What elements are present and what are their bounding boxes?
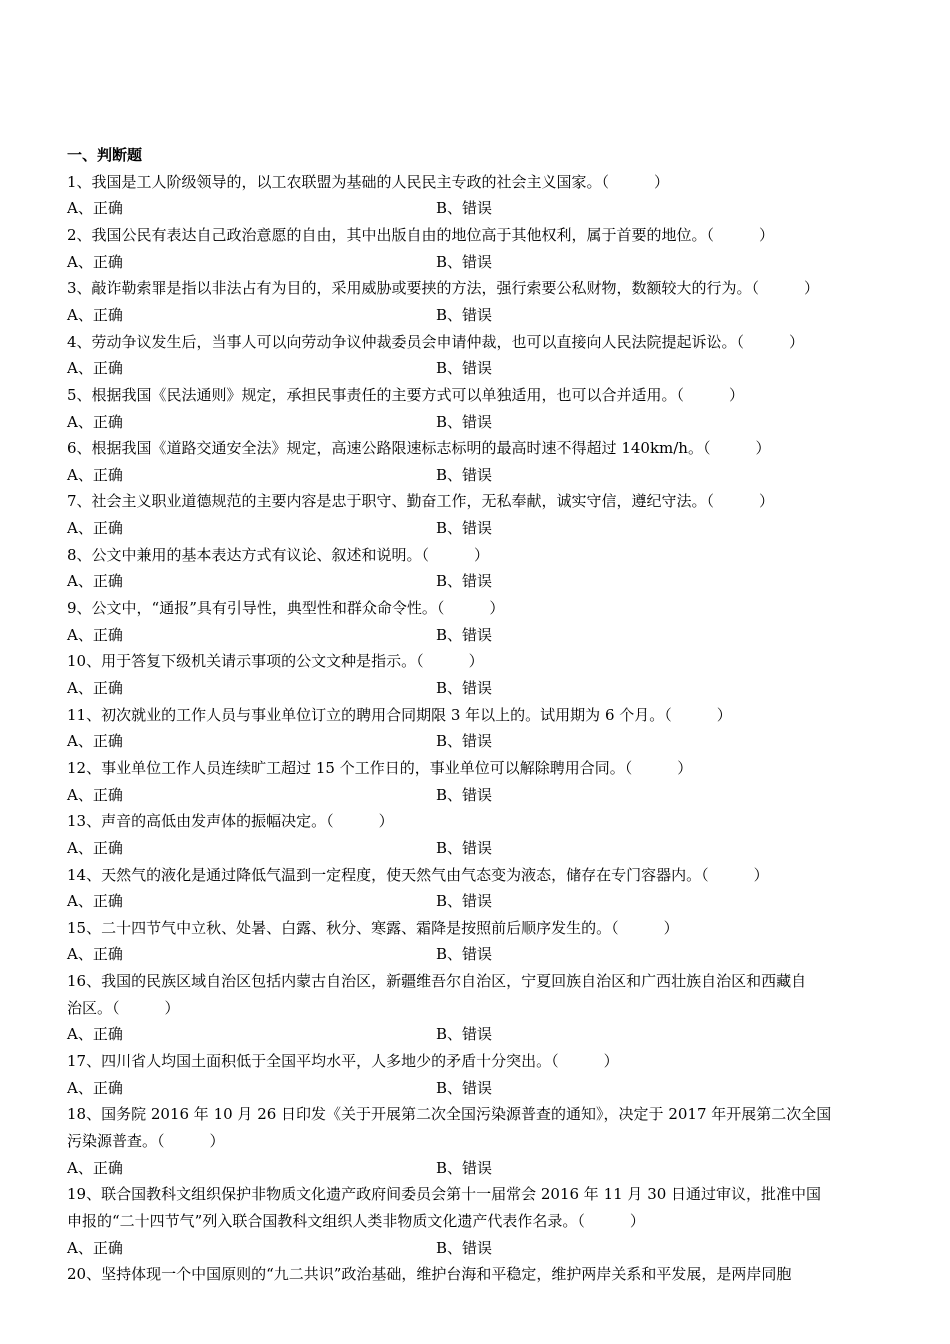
question-text: 14、天然气的液化是通过降低气温到一定程度，使天然气由气态变为液态，储存在专门容器内。（ ） [67, 865, 769, 884]
question-item [67, 808, 887, 861]
question-text: 20、坚持体现一个中国原则的“九二共识”政治基础，维护台海和平稳定，维护两岸关系和平发展，是两岸同胞 [67, 1265, 792, 1284]
answer-options [67, 568, 887, 595]
option-b-wrong[interactable]: B、错误 [436, 838, 493, 857]
option-b-wrong[interactable]: B、错误 [436, 252, 493, 271]
option-a-correct[interactable]: A、正确 [67, 732, 123, 751]
option-b-wrong[interactable]: B、错误 [436, 412, 493, 431]
question-item [67, 169, 887, 222]
question-text: 16、我国的民族区域自治区包括内蒙古自治区，新疆维吾尔自治区，宁夏回族自治区和广西壮族自治区和西藏自 [67, 972, 807, 991]
answer-options [67, 249, 887, 276]
answer-options [67, 675, 887, 702]
answer-options [67, 355, 887, 382]
question-text: 2、我国公民有表达自己政治意愿的自由，其中出版自由的地位高于其他权利，属于首要的地位。（ ） [67, 225, 775, 244]
option-a-correct[interactable]: A、正确 [67, 359, 123, 378]
answer-options [67, 1155, 887, 1182]
question-item [67, 648, 887, 701]
option-b-wrong[interactable]: B、错误 [436, 519, 493, 538]
question-text: 7、社会主义职业道德规范的主要内容是忠于职守、勤奋工作，无私奉献，诚实守信，遵纪守法。（ ） [67, 492, 775, 511]
question-text: 8、公文中兼用的基本表达方式有议论、叙述和说明。（ ） [67, 545, 490, 564]
question-item [67, 435, 887, 488]
answer-options [67, 1021, 887, 1048]
answer-options [67, 515, 887, 542]
question-item [67, 862, 887, 915]
option-a-correct[interactable]: A、正确 [67, 892, 123, 911]
option-b-wrong[interactable]: B、错误 [436, 945, 493, 964]
option-a-correct[interactable]: A、正确 [67, 625, 123, 644]
option-b-wrong[interactable]: B、错误 [436, 732, 493, 751]
answer-options [67, 409, 887, 436]
question-text: 13、声音的高低由发声体的振幅决定。（ ） [67, 812, 394, 831]
question-text: 11、初次就业的工作人员与事业单位订立的聘用合同期限 3 年以上的。试用期为 6 个月。（ ） [67, 705, 732, 724]
answer-options [67, 302, 887, 329]
option-a-correct[interactable]: A、正确 [67, 1078, 123, 1097]
question-text: 1、我国是工人阶级领导的，以工农联盟为基础的人民民主专政的社会主义国家。（ ） [67, 172, 670, 191]
option-a-correct[interactable]: A、正确 [67, 412, 123, 431]
question-item [67, 1181, 887, 1261]
option-a-correct[interactable]: A、正确 [67, 519, 123, 538]
question-text: 9、公文中，“通报”具有引导性，典型性和群众命令性。（ ） [67, 599, 505, 618]
answer-options [67, 941, 887, 968]
option-b-wrong[interactable]: B、错误 [436, 785, 493, 804]
question-list [67, 169, 887, 1288]
question-text: 18、国务院 2016 年 10 月 26 日印发《关于开展第二次全国污染源普查的通知》，决定于 2017 年开展第二次全国 [67, 1105, 832, 1124]
option-b-wrong[interactable]: B、错误 [436, 1158, 493, 1177]
option-b-wrong[interactable]: B、错误 [436, 625, 493, 644]
answer-options [67, 728, 887, 755]
document-body [67, 142, 887, 1288]
question-item [67, 329, 887, 382]
option-a-correct[interactable]: A、正确 [67, 572, 123, 591]
question-item [67, 595, 887, 648]
option-b-wrong[interactable]: B、错误 [436, 892, 493, 911]
question-text: 5、根据我国《民法通则》规定，承担民事责任的主要方式可以单独适用，也可以合并适用。（ ） [67, 385, 745, 404]
option-a-correct[interactable]: A、正确 [67, 252, 123, 271]
question-item [67, 1101, 887, 1181]
option-b-wrong[interactable]: B、错误 [436, 1238, 493, 1257]
option-b-wrong[interactable]: B、错误 [436, 305, 493, 324]
option-b-wrong[interactable]: B、错误 [436, 1078, 493, 1097]
option-a-correct[interactable]: A、正确 [67, 1238, 123, 1257]
option-b-wrong[interactable]: B、错误 [436, 572, 493, 591]
answer-options [67, 195, 887, 222]
answer-options [67, 1075, 887, 1102]
question-text: 19、联合国教科文组织保护非物质文化遗产政府间委员会第十一届常会 2016 年 11 月 30 日通过审议，批准中国 [67, 1185, 822, 1204]
answer-options [67, 462, 887, 489]
answer-options [67, 782, 887, 809]
question-text: 6、根据我国《道路交通安全法》规定，高速公路限速标志标明的最高时速不得超过 140km/h。（ ） [67, 439, 771, 458]
answer-options [67, 835, 887, 862]
option-a-correct[interactable]: A、正确 [67, 199, 123, 218]
question-item [67, 488, 887, 541]
option-b-wrong[interactable]: B、错误 [436, 359, 493, 378]
option-b-wrong[interactable]: B、错误 [436, 465, 493, 484]
answer-options [67, 888, 887, 915]
option-a-correct[interactable]: A、正确 [67, 945, 123, 964]
answer-options [67, 1235, 887, 1262]
option-a-correct[interactable]: A、正确 [67, 1025, 123, 1044]
question-text: 15、二十四节气中立秋、处暑、白露、秋分、寒露、霜降是按照前后顺序发生的。（ ） [67, 918, 679, 937]
question-text: 治区。（ ） [67, 998, 180, 1017]
question-item [67, 222, 887, 275]
question-item [67, 968, 887, 1048]
option-b-wrong[interactable]: B、错误 [436, 199, 493, 218]
question-text: 12、事业单位工作人员连续旷工超过 15 个工作日的，事业单位可以解除聘用合同。（ ） [67, 758, 693, 777]
question-item [67, 1048, 887, 1101]
option-a-correct[interactable]: A、正确 [67, 838, 123, 857]
question-item [67, 542, 887, 595]
question-text: 17、四川省人均国土面积低于全国平均水平，人多地少的矛盾十分突出。（ ） [67, 1052, 619, 1071]
answer-options [67, 622, 887, 649]
question-item [67, 915, 887, 968]
option-b-wrong[interactable]: B、错误 [436, 1025, 493, 1044]
question-item [67, 382, 887, 435]
question-item [67, 1261, 887, 1288]
option-b-wrong[interactable]: B、错误 [436, 678, 493, 697]
question-text: 4、劳动争议发生后，当事人可以向劳动争议仲裁委员会申请仲裁，也可以直接向人民法院提起诉讼。（ ） [67, 332, 805, 351]
question-text: 申报的“二十四节气”列入联合国教科文组织人类非物质文化遗产代表作名录。（ ） [67, 1211, 645, 1230]
question-text: 3、敲诈勒索罪是指以非法占有为目的，采用威胁或要挟的方法，强行索要公私财物，数额较大的行为。（ ） [67, 279, 820, 298]
question-item [67, 755, 887, 808]
question-text: 10、用于答复下级机关请示事项的公文文种是指示。（ ） [67, 652, 484, 671]
option-a-correct[interactable]: A、正确 [67, 1158, 123, 1177]
question-item [67, 275, 887, 328]
question-text: 污染源普查。（ ） [67, 1132, 225, 1151]
option-a-correct[interactable]: A、正确 [67, 678, 123, 697]
section-title: 一、判断题 [67, 146, 143, 164]
question-item [67, 702, 887, 755]
option-a-correct[interactable]: A、正确 [67, 785, 123, 804]
option-a-correct[interactable]: A、正确 [67, 465, 123, 484]
option-a-correct[interactable]: A、正确 [67, 305, 123, 324]
